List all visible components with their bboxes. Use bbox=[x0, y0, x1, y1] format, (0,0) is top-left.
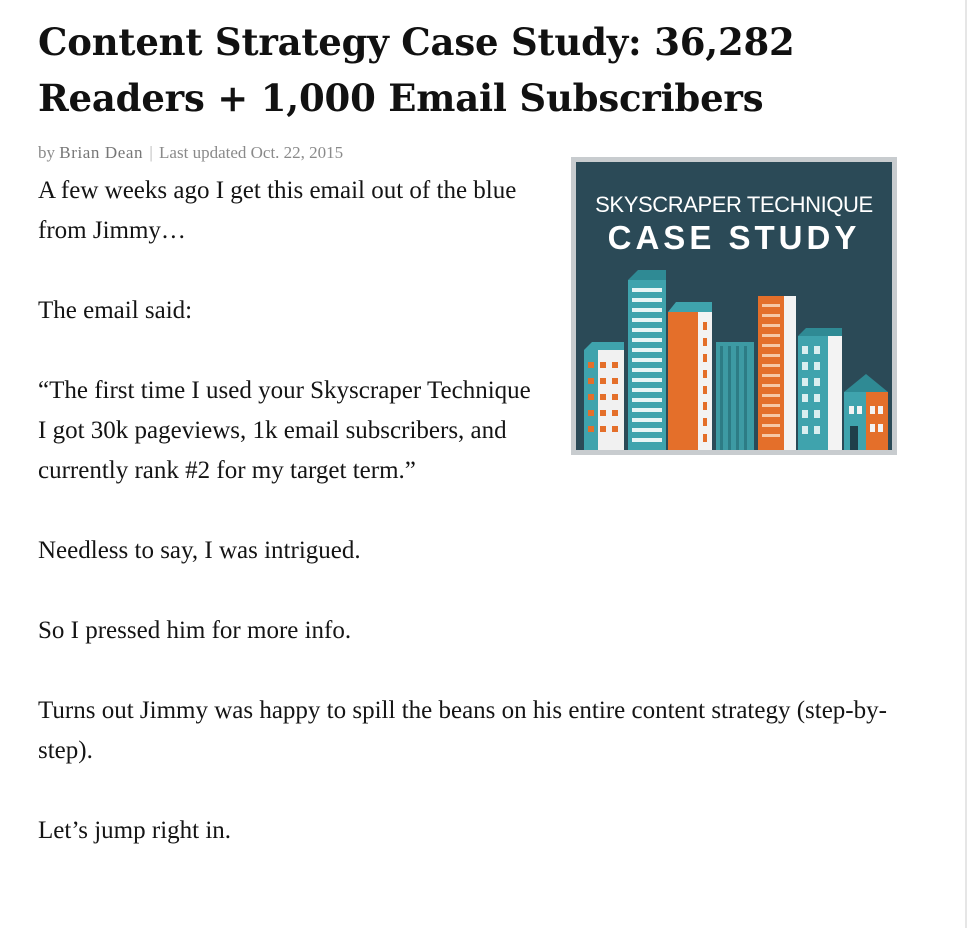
building-teal-right bbox=[798, 328, 842, 450]
article bbox=[38, 14, 918, 851]
updated-date: Oct. 22, 2015 bbox=[250, 143, 344, 162]
building-orange-tower bbox=[758, 296, 796, 450]
author-link[interactable]: Brian Dean bbox=[59, 143, 144, 162]
building-tall-teal bbox=[628, 270, 666, 450]
paragraph-spill-beans: Turns out Jimmy was happy to spill the beans on his entire content strategy (step-by-step). bbox=[38, 697, 887, 764]
article-body bbox=[38, 171, 918, 851]
building-teal-stripes bbox=[716, 342, 754, 450]
paragraph-quote: “The first time I used your Skyscraper Technique I got 30k pageviews, 1k email subscribers, and currently rank #2 for my target term.” bbox=[38, 377, 531, 484]
updated-label: Last updated bbox=[159, 143, 247, 162]
building-orange bbox=[668, 302, 712, 450]
featured-image bbox=[571, 157, 897, 455]
paragraph-email-said: The email said: bbox=[38, 297, 193, 324]
article-title: Content Strategy Case Study: 36,282 Readers + 1,000 Email Subscribers bbox=[38, 20, 795, 120]
page-edge-divider bbox=[965, 0, 967, 928]
building-left bbox=[584, 342, 624, 450]
paragraph-intrigued: Needless to say, I was intrigued. bbox=[38, 537, 361, 564]
byline-prefix: by bbox=[38, 143, 55, 162]
paragraph-jump-in: Let’s jump right in. bbox=[38, 817, 232, 844]
featured-image-headline: CASE STUDY bbox=[607, 219, 861, 256]
paragraph-intro: A few weeks ago I get this email out of the blue from Jimmy… bbox=[38, 177, 517, 244]
byline-separator: | bbox=[149, 143, 153, 162]
paragraph-pressed: So I pressed him for more info. bbox=[38, 617, 352, 644]
building-small-right bbox=[844, 374, 888, 450]
featured-image-kicker: SKYSCRAPER TECHNIQUE bbox=[595, 192, 873, 217]
